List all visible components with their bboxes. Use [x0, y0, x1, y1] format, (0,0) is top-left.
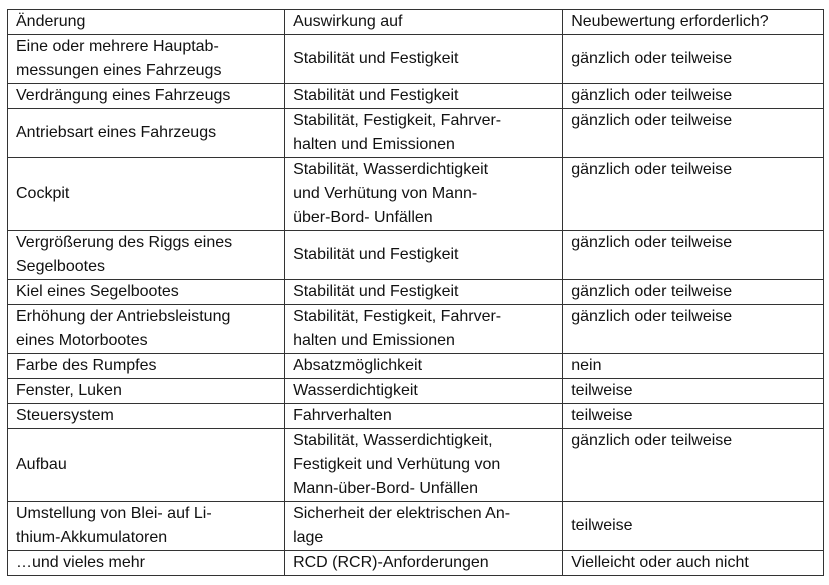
reassessment-cell: gänzlich oder teilweise	[563, 231, 824, 280]
reassessment-cell: teilweise	[563, 502, 824, 551]
change-cell: Eine oder mehrere Hauptab- messungen eines Fahrzeugs	[8, 35, 285, 84]
change-cell: Verdrängung eines Fahrzeugs	[8, 84, 285, 109]
impact-cell: Stabilität, Wasserdichtigkeit, Festigkeit und Verhütung von Mann-über-Bord- Unfällen	[285, 429, 563, 502]
impact-cell: Wasserdichtigkeit	[285, 379, 563, 404]
reassessment-cell: teilweise	[563, 379, 824, 404]
impact-cell: RCD (RCR)-Anforderungen	[285, 551, 563, 576]
table-row	[8, 35, 824, 84]
header-reassessment: Neubewertung erforderlich?	[563, 10, 824, 35]
change-cell: Vergrößerung des Riggs eines Segelbootes	[8, 231, 285, 280]
impact-cell: Sicherheit der elektrischen An- lage	[285, 502, 563, 551]
change-cell: Farbe des Rumpfes	[8, 354, 285, 379]
impact-cell: Stabilität und Festigkeit	[285, 231, 563, 280]
reassessment-cell: gänzlich oder teilweise	[563, 429, 824, 502]
reassessment-cell: Vielleicht oder auch nicht	[563, 551, 824, 576]
table-row	[8, 231, 824, 280]
table-row	[8, 158, 824, 231]
impact-cell: Stabilität und Festigkeit	[285, 35, 563, 84]
table-row	[8, 502, 824, 551]
reassessment-cell: gänzlich oder teilweise	[563, 109, 824, 158]
change-cell: Cockpit	[8, 158, 285, 231]
reassessment-cell: gänzlich oder teilweise	[563, 158, 824, 231]
change-cell: Antriebsart eines Fahrzeugs	[8, 109, 285, 158]
impact-cell: Stabilität, Wasserdichtigkeit und Verhütung von Mann- über-Bord- Unfällen	[285, 158, 563, 231]
change-cell: Kiel eines Segelbootes	[8, 280, 285, 305]
reassessment-cell: gänzlich oder teilweise	[563, 35, 824, 84]
change-cell: Aufbau	[8, 429, 285, 502]
table-row	[8, 429, 824, 502]
reassessment-cell: gänzlich oder teilweise	[563, 84, 824, 109]
reassessment-cell: gänzlich oder teilweise	[563, 305, 824, 354]
table-row	[8, 280, 824, 305]
change-cell: Umstellung von Blei- auf Li- thium-Akkumulatoren	[8, 502, 285, 551]
assessment-table	[7, 9, 824, 576]
impact-cell: Stabilität, Festigkeit, Fahrver- halten und Emissionen	[285, 109, 563, 158]
change-cell: Fenster, Luken	[8, 379, 285, 404]
impact-cell: Stabilität, Festigkeit, Fahrver- halten und Emissionen	[285, 305, 563, 354]
table-row	[8, 404, 824, 429]
reassessment-cell: teilweise	[563, 404, 824, 429]
table-row	[8, 551, 824, 576]
change-cell: …und vieles mehr	[8, 551, 285, 576]
reassessment-cell: nein	[563, 354, 824, 379]
table-row	[8, 354, 824, 379]
impact-cell: Stabilität und Festigkeit	[285, 84, 563, 109]
table-row	[8, 109, 824, 158]
header-impact: Auswirkung auf	[285, 10, 563, 35]
impact-cell: Absatzmöglichkeit	[285, 354, 563, 379]
impact-cell: Stabilität und Festigkeit	[285, 280, 563, 305]
change-cell: Erhöhung der Antriebsleistung eines Motorbootes	[8, 305, 285, 354]
header-row	[8, 10, 824, 35]
table-row	[8, 379, 824, 404]
change-cell: Steuersystem	[8, 404, 285, 429]
table-row	[8, 84, 824, 109]
impact-cell: Fahrverhalten	[285, 404, 563, 429]
reassessment-cell: gänzlich oder teilweise	[563, 280, 824, 305]
table-row	[8, 305, 824, 354]
header-change: Änderung	[8, 10, 285, 35]
